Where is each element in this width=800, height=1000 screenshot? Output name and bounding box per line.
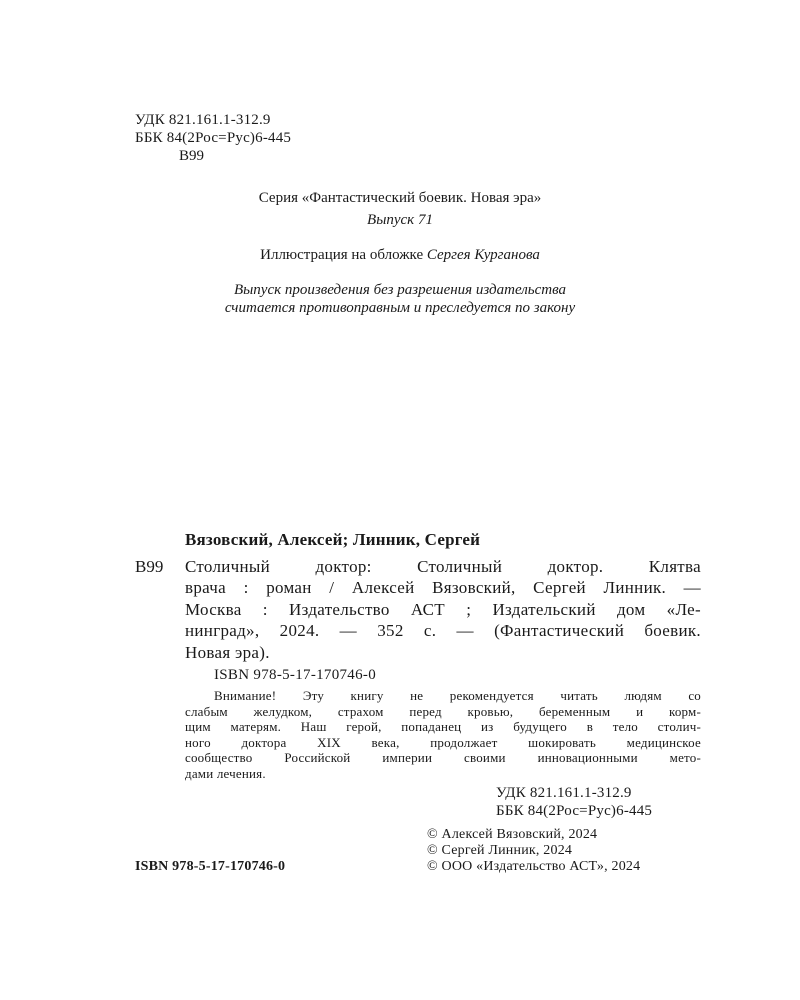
author-mark-top: В99 [179,148,205,164]
annotation-line: ного доктора XIX века, продолжает шокировать медицинское [185,734,701,750]
annotation-line: слабым желудком, страхом перед кровью, беременным и корм- [185,703,701,719]
card-description-line: Новая эра). [185,642,270,662]
card-author-mark: В99 [135,557,164,576]
copyright-line: © Алексей Вязовский, 2024 [427,827,598,842]
annotation-line: Внимание! Эту книгу не рекомендуется читать людям со [214,688,701,703]
card-annotation [185,688,701,782]
isbn-bottom: ISBN 978-5-17-170746-0 [135,859,286,874]
annotation-line: щим матерям. Наш герой, попаданец из будущего в тело столич- [185,719,701,735]
legal-notice-line-1: Выпуск произведения без разрешения издательства [233,282,567,298]
card-description-line: врача : роман / Алексей Вязовский, Сергей Линник. — [185,578,701,598]
annotation-line: дами лечения. [185,765,266,781]
illustration-credit [0,246,800,264]
annotation-line: сообщество Российской империи своими инновационными мето- [185,750,701,766]
card-description-line: Столичный доктор: Столичный доктор. Клятва [185,557,701,576]
illustration-label: Иллюстрация на обложке [260,247,427,263]
series-issue: Выпуск 71 [367,212,433,228]
card-isbn: ISBN 978-5-17-170746-0 [214,667,377,683]
series-title: Серия «Фантастический боевик. Новая эра» [258,190,542,206]
illustration-artist: Сергея Курганова [426,247,540,263]
card-authors: Вязовский, Алексей; Линник, Сергей [185,530,481,549]
legal-notice-line-2: считается противоправным и преследуется по закону [224,300,576,316]
card-description-line: Москва : Издательство АСТ ; Издательский дом «Ле- [185,599,701,619]
copyright-line: © Сергей Линник, 2024 [427,843,573,858]
card-description [185,556,701,663]
udk-card: УДК 821.161.1-312.9 [496,785,632,801]
card-description-line: нинград», 2024. — 352 с. — (Фантастический боевик. [185,621,701,641]
bbk-card: ББК 84(2Рос=Рус)6-445 [496,803,653,819]
udk-top: УДК 821.161.1-312.9 [135,112,271,128]
copyright-line: © ООО «Издательство АСТ», 2024 [427,859,641,874]
bbk-top: ББК 84(2Рос=Рус)6-445 [135,130,292,146]
